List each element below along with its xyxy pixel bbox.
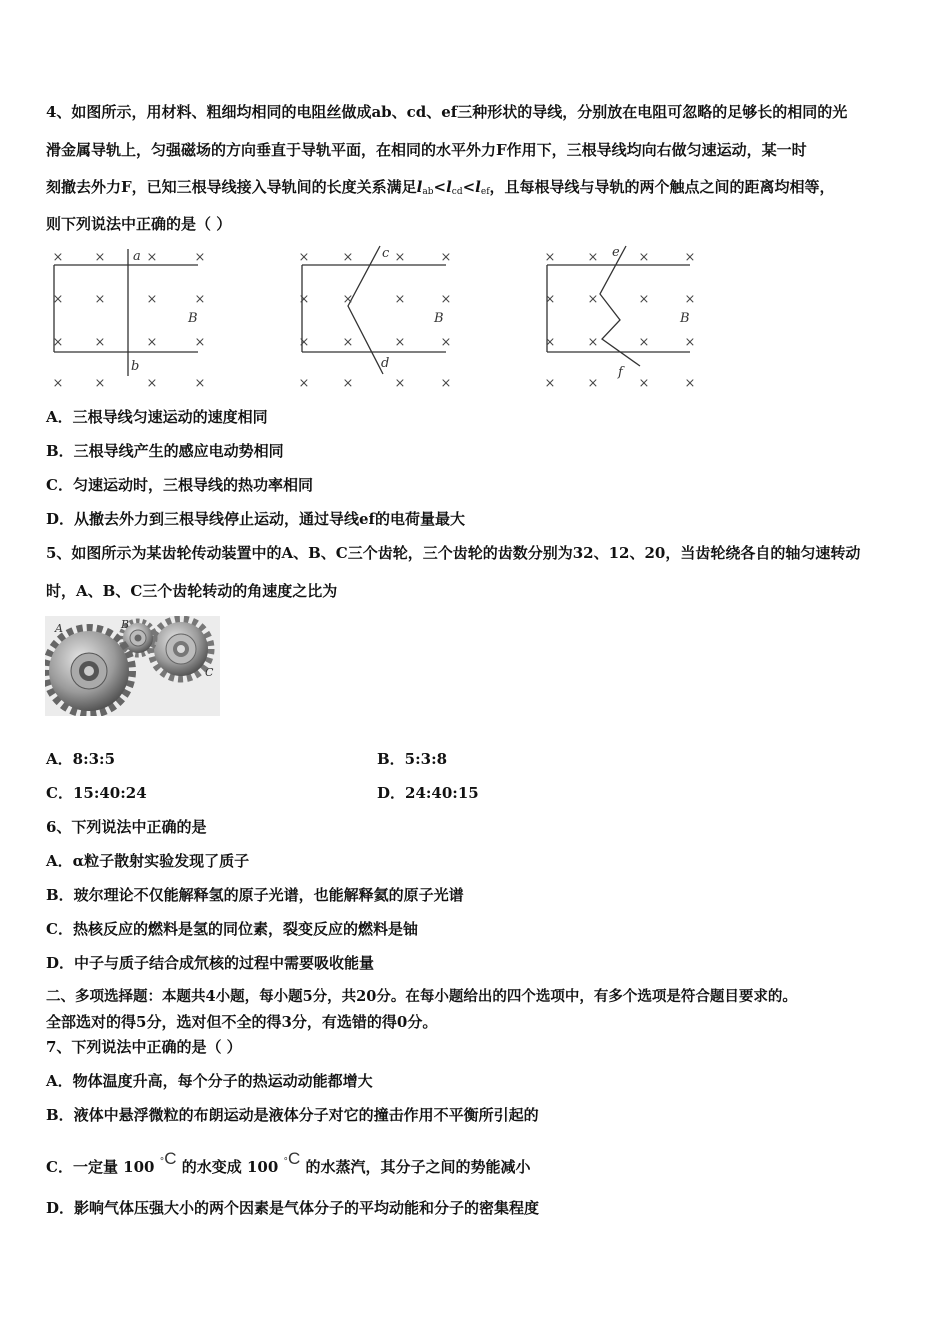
svg-text:×: × <box>440 250 452 265</box>
svg-text:×: × <box>94 250 106 265</box>
svg-text:×: × <box>298 250 310 265</box>
field-cross: × <box>52 250 64 265</box>
svg-text:×: × <box>544 335 556 350</box>
label-c: c <box>382 246 390 261</box>
svg-text:×: × <box>194 292 206 307</box>
label-f: f <box>618 365 623 380</box>
svg-text:×: × <box>194 335 206 350</box>
svg-text:×: × <box>440 335 452 350</box>
svg-text:×: × <box>440 376 452 391</box>
svg-text:×: × <box>194 250 206 265</box>
q4-option-c: C．匀速运动时，三根导线的热功率相同 <box>46 476 313 494</box>
q4-option-b: B．三根导线产生的感应电动势相同 <box>46 442 284 460</box>
degree-sign: ° <box>159 1157 165 1167</box>
svg-text:×: × <box>94 376 106 391</box>
svg-text:×: × <box>638 250 650 265</box>
svg-text:×: × <box>684 292 696 307</box>
svg-text:×: × <box>684 335 696 350</box>
svg-text:×: × <box>298 335 310 350</box>
svg-text:×: × <box>587 376 599 391</box>
svg-text:×: × <box>587 335 599 350</box>
gear-label-b: B <box>121 618 130 631</box>
q7-option-c: C．一定量 100 °C 的水变成 100 °C 的水蒸汽，其分子之间的势能减小 <box>46 1149 531 1176</box>
q5-line2: 时，A、B、C三个齿轮转动的角速度之比为 <box>46 582 338 600</box>
q6-option-b: B．玻尔理论不仅能解释氢的原子光谱，也能解释氦的原子光谱 <box>46 886 464 904</box>
svg-text:×: × <box>298 292 310 307</box>
svg-text:×: × <box>146 335 158 350</box>
label-B2: B <box>434 311 444 326</box>
svg-text:×: × <box>342 376 354 391</box>
svg-text:×: × <box>440 292 452 307</box>
svg-text:×: × <box>587 292 599 307</box>
gear-label-a: A <box>55 622 63 635</box>
svg-text:×: × <box>342 250 354 265</box>
q4-option-d: D．从撤去外力到三根导线停止运动，通过导线ef的电荷量最大 <box>46 510 466 528</box>
svg-text:×: × <box>342 335 354 350</box>
q6-option-d: D．中子与质子结合成氘核的过程中需要吸收能量 <box>46 954 375 972</box>
section2-line1: 二、多项选择题：本题共4小题，每小题5分，共20分。在每小题给出的四个选项中，有多个选项是符合题目要求的。 <box>46 988 797 1005</box>
q6-stem: 6、下列说法中正确的是 <box>46 818 207 836</box>
q5-line1: 5、如图所示为某齿轮传动装置中的A、B、C三个齿轮，三个齿轮的齿数分别为32、12、20，当齿轮绕各自的轴匀速转动 <box>46 544 861 562</box>
gear-label-c: C <box>205 666 214 679</box>
svg-text:×: × <box>94 292 106 307</box>
gears-image <box>45 616 220 716</box>
svg-text:×: × <box>587 250 599 265</box>
svg-text:×: × <box>52 376 64 391</box>
label-e: e <box>612 245 620 260</box>
svg-text:×: × <box>638 376 650 391</box>
svg-text:×: × <box>544 292 556 307</box>
svg-text:×: × <box>52 292 64 307</box>
q7-option-d: D．影响气体压强大小的两个因素是气体分子的平均动能和分子的密集程度 <box>46 1199 540 1217</box>
svg-text:×: × <box>394 376 406 391</box>
svg-text:×: × <box>146 376 158 391</box>
label-a: a <box>133 249 141 264</box>
svg-text:×: × <box>394 335 406 350</box>
q6-option-a: A．α粒子散射实验发现了质子 <box>46 852 250 870</box>
svg-text:×: × <box>638 335 650 350</box>
svg-text:×: × <box>94 335 106 350</box>
q7-option-b: B．液体中悬浮微粒的布朗运动是液体分子对它的撞击作用不平衡所引起的 <box>46 1106 539 1124</box>
svg-text:×: × <box>394 250 406 265</box>
celsius-unit: C <box>164 1149 177 1168</box>
q4-line3: 刻撤去外力F，已知三根导线接入导轨间的长度关系满足$l_{ab}<l_{cd}<l_{ef}$，且每根导线与导轨的两个触点之间的距离均相等， <box>46 178 835 197</box>
svg-text:×: × <box>146 250 158 265</box>
section2-line2: 全部选对的得5分，选对但不全的得3分，有选错的得0分。 <box>46 1013 438 1031</box>
label-b: b <box>131 359 140 374</box>
q5-option-b: B．5:3:8 <box>377 750 448 768</box>
q5-option-d: D．24:40:15 <box>377 784 479 802</box>
svg-text:×: × <box>146 292 158 307</box>
svg-text:×: × <box>544 376 556 391</box>
label-B1: B <box>188 311 198 326</box>
q4-line4: 则下列说法中正确的是（ ） <box>46 215 232 233</box>
q7-option-a: A．物体温度升高，每个分子的热运动动能都增大 <box>46 1072 373 1090</box>
svg-text:×: × <box>684 376 696 391</box>
q4-line3b: ，且每根导线与导轨的两个触点之间的距离均相等， <box>489 178 835 196</box>
q4-option-a: A．三根导线匀速运动的速度相同 <box>46 408 268 426</box>
svg-text:×: × <box>342 292 354 307</box>
q5-option-a: A．8:3:5 <box>46 750 116 768</box>
q4-line3a: 刻撤去外力F，已知三根导线接入导轨间的长度关系满足 <box>46 178 417 196</box>
label-B3: B <box>680 311 690 326</box>
q4-figure <box>40 244 720 394</box>
svg-text:×: × <box>684 250 696 265</box>
svg-text:×: × <box>298 376 310 391</box>
q7-stem: 7、下列说法中正确的是（ ） <box>46 1038 242 1056</box>
q6-option-c: C．热核反应的燃料是氢的同位素，裂变反应的燃料是铀 <box>46 920 418 938</box>
svg-text:×: × <box>638 292 650 307</box>
svg-text:×: × <box>544 250 556 265</box>
label-d: d <box>381 356 390 371</box>
svg-text:×: × <box>52 335 64 350</box>
q5-option-c: C．15:40:24 <box>46 784 147 802</box>
q4-line2: 滑金属导轨上，匀强磁场的方向垂直于导轨平面，在相同的水平外力F作用下，三根导线均向右做匀速运动，某一时 <box>46 141 807 159</box>
svg-text:×: × <box>394 292 406 307</box>
svg-text:×: × <box>194 376 206 391</box>
q4-line1: 4、如图所示，用材料、粗细均相同的电阻丝做成ab、cd、ef三种形状的导线，分别放在电阻可忽略的足够长的相同的光 <box>46 103 848 121</box>
